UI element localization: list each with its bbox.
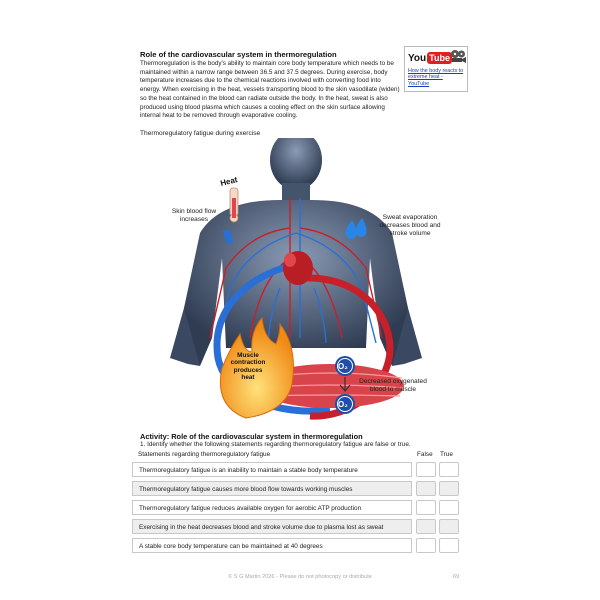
section-title: Role of the cardiovascular system in thermoregulation <box>140 50 337 59</box>
activity-title: Activity: Role of the cardiovascular system in thermoregulation <box>140 432 363 441</box>
muscle-heat-label: Muscle contraction produces heat <box>230 352 266 382</box>
page-number: 69 <box>453 574 460 580</box>
copyright-footer: © S G Martin 2026 - Please do not photocopy or distribute <box>228 574 372 580</box>
column-header-statements: Statements regarding thermoregulatory fatigue <box>138 451 271 458</box>
table-header <box>132 450 462 460</box>
youtube-link-box[interactable] <box>404 46 468 92</box>
o2-top-label: O₂ <box>338 362 348 371</box>
column-header-true: True <box>440 451 453 458</box>
statement-text: A stable core body temperature can be maintained at 40 degrees <box>132 538 412 553</box>
thermometer-icon <box>230 188 238 222</box>
false-checkbox[interactable] <box>416 481 436 496</box>
intro-paragraph: Thermoregulation is the body's ability to maintain core body temperature which needs to be maintained within a narrow range between 36.5 and 37.5 degrees. During exercise, body temperature increases due to the chemical reactions involved with converting food into energy. When exercising in the heat, vessels transporting blood to the skin vasodilate (widen) so the heat contained in the blood can radiate outside the body. In the heat, sweat is also produced using blood plasma which causes a cooling effect on the skin surface allowing internal heat to be removed through evaporative cooling. <box>140 60 400 120</box>
table-row <box>132 538 462 555</box>
table-row <box>132 481 462 498</box>
figure-caption: Thermoregulatory fatigue during exercise <box>140 130 261 137</box>
true-checkbox[interactable] <box>439 462 459 477</box>
youtube-logo: You Tube <box>408 52 450 64</box>
heat-label: Heat <box>219 175 239 188</box>
true-checkbox[interactable] <box>439 538 459 553</box>
o2-bottom-label: O₂ <box>338 400 348 409</box>
table-row <box>132 500 462 517</box>
statement-text: Exercising in the heat decreases blood and stroke volume due to plasma lost as sweat <box>132 519 412 534</box>
statement-text: Thermoregulatory fatigue causes more blood flow towards working muscles <box>132 481 412 496</box>
true-checkbox[interactable] <box>439 519 459 534</box>
activity-question: 1. Identify whether the following statements regarding thermoregulatory fatigue are false or true. <box>140 441 411 448</box>
heart-icon <box>283 251 313 285</box>
table-row <box>132 519 462 536</box>
decreased-oxygen-label: Decreased oxygenated blood to muscle <box>359 378 427 393</box>
false-checkbox[interactable] <box>416 462 436 477</box>
skin-blood-flow-label: Skin blood flow increases <box>171 208 217 223</box>
true-false-table <box>132 450 462 555</box>
true-checkbox[interactable] <box>439 500 459 515</box>
youtube-video-link[interactable]: How the body reacts to extreme heat - YouTube <box>408 68 464 87</box>
statement-text: Thermoregulatory fatigue reduces available oxygen for aerobic ATP production <box>132 500 412 515</box>
statement-text: Thermoregulatory fatigue is an inability to maintain a stable body temperature <box>132 462 412 477</box>
false-checkbox[interactable] <box>416 538 436 553</box>
false-checkbox[interactable] <box>416 519 436 534</box>
true-checkbox[interactable] <box>439 481 459 496</box>
false-checkbox[interactable] <box>416 500 436 515</box>
sweat-evaporation-label: Sweat evaporation decreases blood and stroke volume <box>379 214 441 237</box>
table-row <box>132 462 462 479</box>
film-reel-icon <box>450 49 466 63</box>
column-header-false: False <box>417 451 433 458</box>
